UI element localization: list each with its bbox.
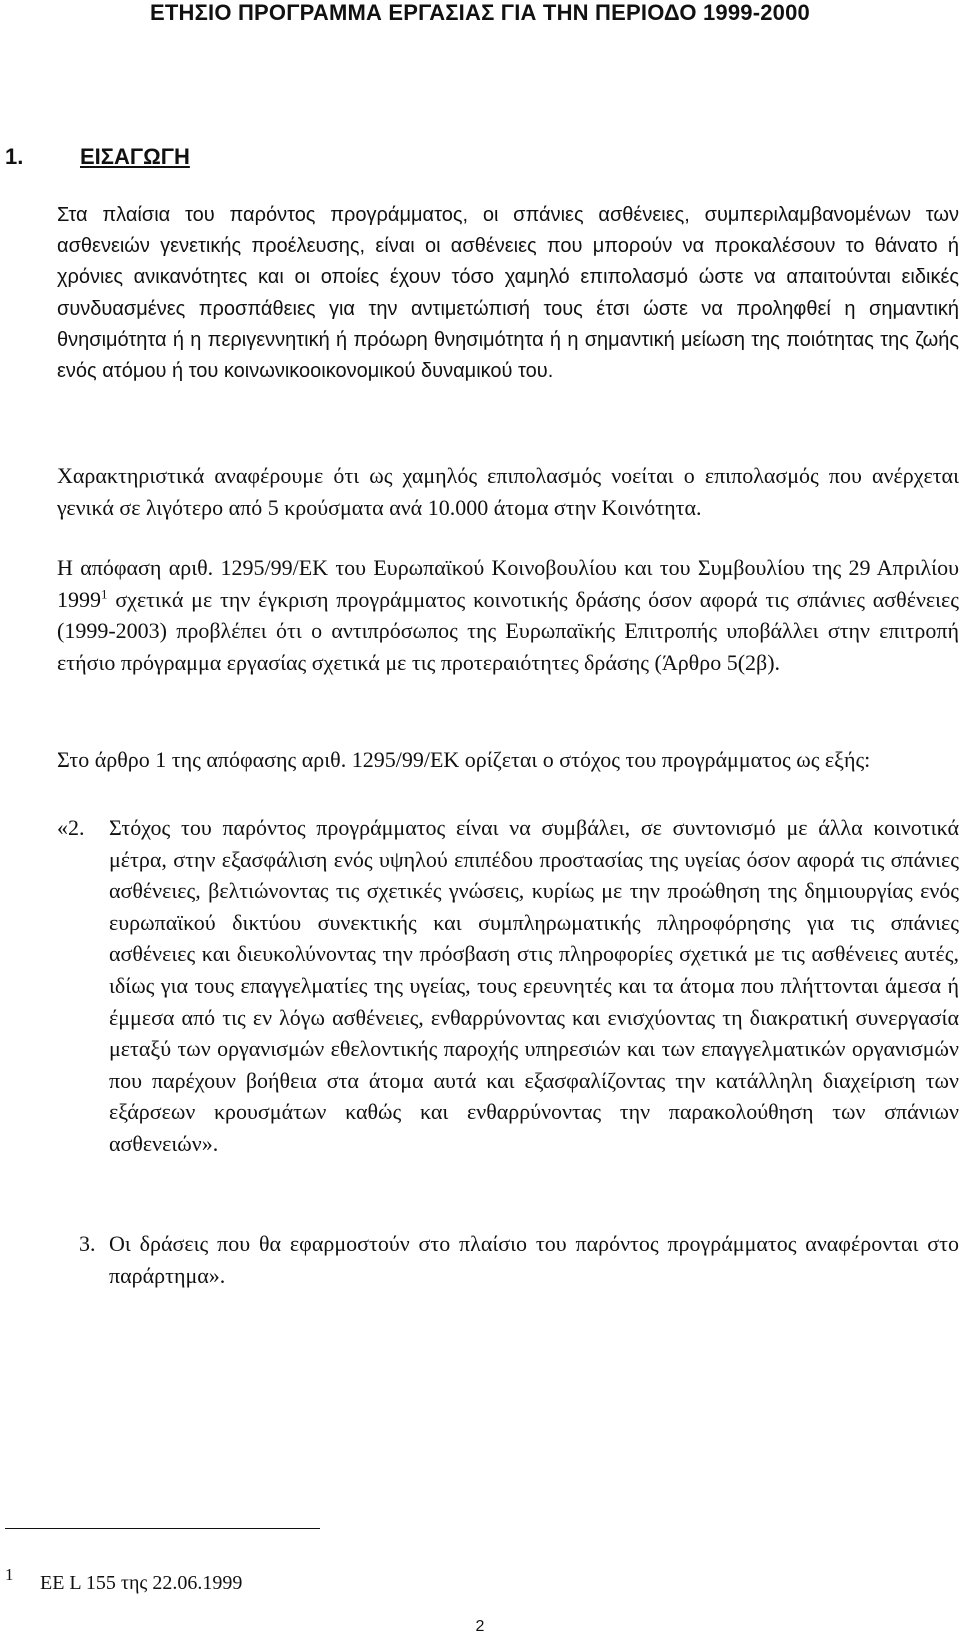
footnote-separator [5, 1528, 320, 1529]
paragraph-decision-part2: σχετικά με την έγκριση προγράμματος κοινοτικής δράσης όσον αφορά τις σπάνιες ασθένειες (1999-2003) προβλέπει ότι ο αντιπρόσωπος της Ευρωπαϊκής Επιτροπής υποβάλλει στην επιτροπή ετήσιο πρόγραμμα εργασίας σχετικά με τις προτεραιότητες δράσης (Άρθρο 5(2β). [57, 586, 959, 675]
quote-point-3-number: 3. [79, 1231, 96, 1256]
footnote-text: ΕΕ L 155 της 22.06.1999 [40, 1572, 243, 1594]
footnote-mark: 1 [5, 1565, 14, 1584]
quote-point-2 [57, 812, 959, 1160]
quote-point-3 [57, 1228, 959, 1291]
paragraph-prevalence: Χαρακτηριστικά αναφέρουμε ότι ως χαμηλός επιπολασμός νοείται ο επιπολασμός που ανέρχεται γενικά σε λιγότερο από 5 κρούσματα ανά 10.000 άτομα στην Κοινότητα. [57, 463, 959, 520]
page-number: 2 [475, 1618, 485, 1635]
section-heading [5, 144, 190, 170]
quote-point-2-number: «2. [57, 815, 85, 840]
paragraph-decision [57, 552, 959, 678]
paragraph-definition: Στα πλαίσια του παρόντος προγράμματος, οι σπάνιες ασθένειες, συμπεριλαμβανομένων των ασθενειών γενετικής προέλευσης, είναι οι ασθένειες που μπορούν να προκαλέσουν το θάνατο ή χρόνιες ανικανότητες και οι οποίες έχουν τόσο χαμηλό επιπολασμό ώστε να απαιτούνται ειδικές συνδυασμένες προσπάθειες για την αντιμετώπισή τους έτσι ώστε να προληφθεί η σημαντική θνησιμότητα ή η περιγεννητική ή πρόωρη θνησιμότητα ή η σημαντική μείωση της ποιότητας της ζωής ενός ατόμου ή του κοινωνικοοικονομικού δυναμικού του. [57, 204, 959, 383]
footnote-reference: 1 [101, 586, 108, 602]
section-number: 1. [5, 144, 24, 169]
paragraph-decision-part1: Η απόφαση αριθ. 1295/99/ΕΚ του Ευρωπαϊκού Κοινοβουλίου και του Συμβουλίου της 29 Απριλίου 1999 [57, 555, 959, 612]
paragraph-objective-intro: Στο άρθρο 1 της απόφασης αριθ. 1295/99/ΕΚ ορίζεται ο στόχος του προγράμματος ως εξής: [57, 747, 871, 772]
section-title: ΕΙΣΑΓΩΓΗ [80, 144, 190, 169]
document-title: ΕΤΗΣΙΟ ΠΡΟΓΡΑΜΜΑ ΕΡΓΑΣΙΑΣ ΓΙΑ ΤΗΝ ΠΕΡΙΟΔΟ 1999-2000 [150, 0, 810, 25]
quote-point-2-text: Στόχος του παρόντος προγράμματος είναι να συμβάλει, σε συντονισμό με άλλα κοινοτικά μέτρα, στην εξασφάλιση ενός υψηλού επιπέδου προστασίας της υγείας όσον αφορά τις σπάνιες ασθένειες, βελτιώνοντας τις σχετικές γνώσεις, κυρίως με την προώθηση της δημιουργίας ενός ευρωπαϊκού δικτύου συνεκτικής και συμπληρωματικής πληροφόρησης για τις σπάνιες ασθένειες και διευκολύνοντας την πρόσβαση στις πληροφορίες σχετικά με τις ασθένειες αυτές, ιδίως για τους επαγγελματίες της υγείας, τους ερευνητές και τα άτομα που πλήττονται άμεσα ή έμμεσα από τις εν λόγω ασθένειες, ενθαρρύνοντας και ενισχύοντας τη διακρατική συνεργασία μεταξύ των οργανισμών εθελοντικής παροχής υπηρεσιών και των επαγγελματικών οργανισμών που παρέχουν βοήθεια στα άτομα αυτά και εξασφαλίζοντας την κατάλληλη διαχείριση των εξάρσεων κρουσμάτων καθώς και ενθαρρύνοντας την παρακολούθηση των σπάνιων ασθενειών». [109, 815, 959, 1156]
quote-point-3-text: Οι δράσεις που θα εφαρμοστούν στο πλαίσιο του παρόντος προγράμματος αναφέρονται στο παράρτημα». [109, 1231, 959, 1288]
